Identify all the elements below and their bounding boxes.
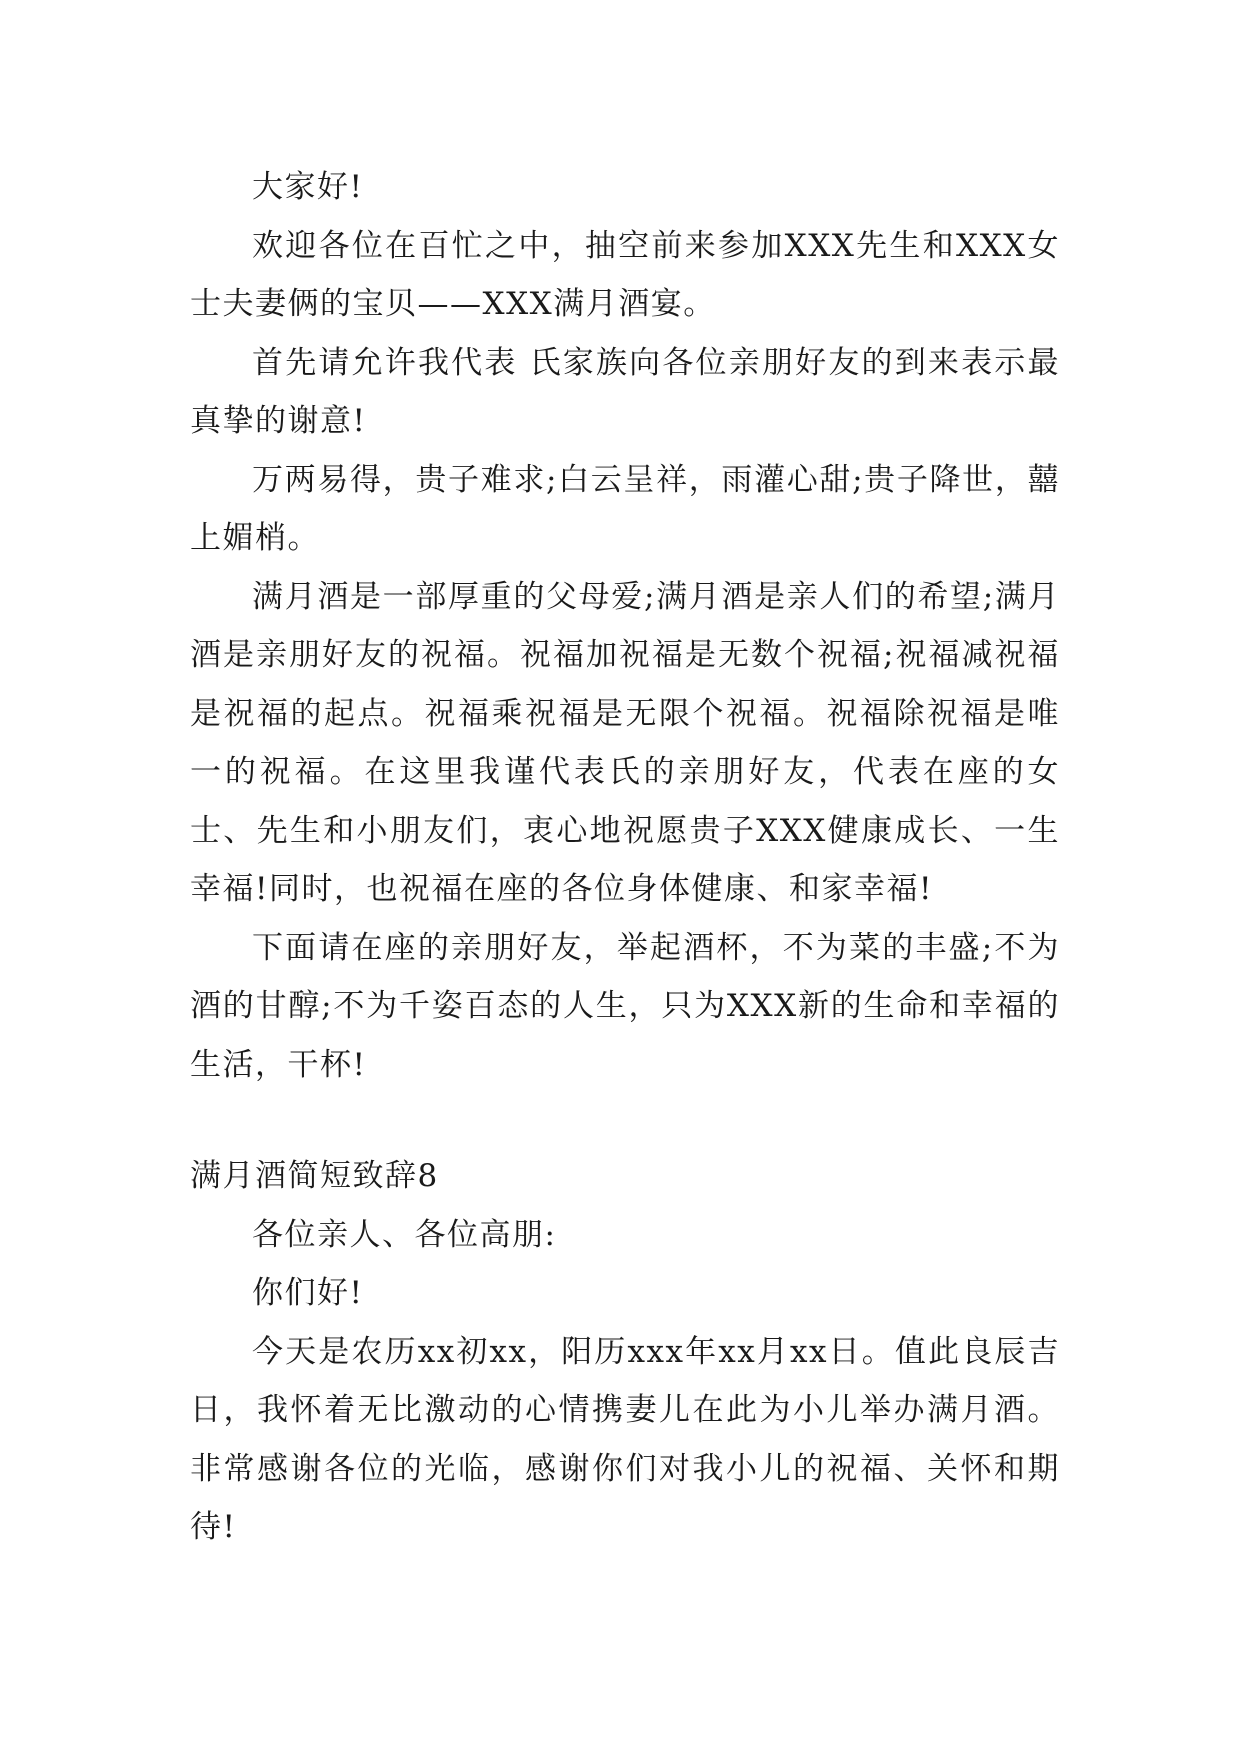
full-month-wine-paragraph: 满月酒是一部厚重的父母爱;满月酒是亲人们的希望;满月酒是亲朋好友的祝福。祝福加祝福是无数个祝福;祝福减祝福是祝福的起点。祝福乘祝福是无限个祝福。祝福除祝福是唯一的祝福。在这里我谨代表氏的亲朋好友，代表在座的女士、先生和小朋友们，衷心地祝愿贵子XXX健康成长、一生幸福!同时，也祝福在座的各位身体健康、和家幸福! xyxy=(190,578,1060,907)
greeting-paragraph: 大家好! xyxy=(252,169,364,205)
section-heading: 满月酒简短致辞8 xyxy=(190,1158,439,1194)
hello-paragraph: 你们好! xyxy=(252,1275,364,1311)
speech-section-two xyxy=(190,1147,1060,1557)
salutation-paragraph: 各位亲人、各位高朋: xyxy=(252,1216,557,1253)
thanks-paragraph: 首先请允许我代表 氏家族向各位亲朋好友的到来表示最真挚的谢意! xyxy=(190,344,1060,439)
toast-paragraph: 下面请在座的亲朋好友，举起酒杯，不为菜的丰盛;不为酒的甘醇;不为千姿百态的人生，只为XXX新的生命和幸福的生活，干杯! xyxy=(190,929,1060,1083)
date-paragraph: 今天是农历xx初xx，阳历xxx年xx月xx日。值此良辰吉日，我怀着无比激动的心情携妻儿在此为小儿举办满月酒。非常感谢各位的光临，感谢你们对我小儿的祝福、关怀和期待! xyxy=(190,1333,1060,1545)
welcome-paragraph: 欢迎各位在百忙之中，抽空前来参加XXX先生和XXX女士夫妻俩的宝贝——XXX满月酒宴。 xyxy=(190,227,1060,322)
speech-section-one xyxy=(190,158,1060,1094)
blessing-verse-paragraph: 万两易得，贵子难求;白云呈祥，雨灌心甜;贵子降世，囍上媚梢。 xyxy=(190,461,1060,556)
